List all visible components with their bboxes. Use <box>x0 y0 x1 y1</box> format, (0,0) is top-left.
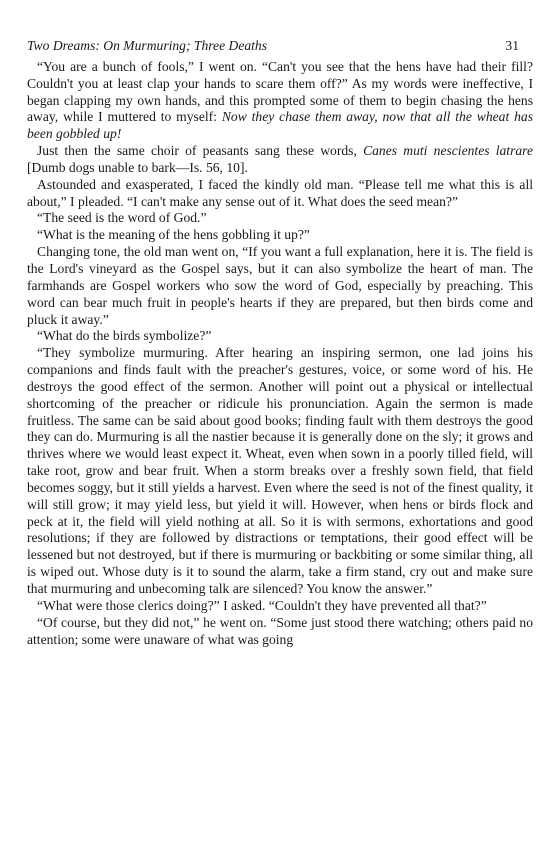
text-run: “You are a bunch of fools,” I went on. “Can't you see that the hens have had their fill? Couldn't you at least clap your hands to scare them off?” As my words were ineffective, I began clapping my own hands, and this prompted some of them to begin chasing the hens away, while I muttered to myself: <box>27 58 533 125</box>
paragraph <box>27 598 533 615</box>
paragraph <box>27 227 533 244</box>
paragraph <box>27 143 533 177</box>
paragraph <box>27 328 533 345</box>
text-run: Changing tone, the old man went on, “If you want a full explanation, here it is. The field is the Lord's vineyard as the Gospel says, but it can also symbolize the heart of man. The farmhands are Gospel workers who sow the word of God, especially by preaching. This word can bear much fruit in people's hearts if they are prepared, but then birds come and pluck it away.” <box>27 244 533 327</box>
body-text <box>27 59 533 649</box>
paragraph <box>27 59 533 143</box>
page-number: 31 <box>505 38 519 53</box>
paragraph <box>27 210 533 227</box>
paragraph <box>27 615 533 649</box>
italic-text: Now they chase them away, now that all the wheat has been gobbled up! <box>27 109 533 142</box>
paragraph <box>27 177 533 211</box>
text-run: “What do the birds symbolize?” <box>37 328 212 344</box>
italic-text: Canes muti nescientes latrare <box>363 143 533 159</box>
text-run: Astounded and exasperated, I faced the kindly old man. “Please tell me what this is all about,” I pleaded. “I can't make any sense out of it. What does the seed mean?” <box>27 176 533 209</box>
text-run: [Dumb dogs unable to bark—Is. 56, 10]. <box>27 159 248 175</box>
paragraph <box>27 345 533 598</box>
text-run: “What were those clerics doing?” I asked. “Couldn't they have prevented all that?” <box>37 597 487 613</box>
text-run: Just then the same choir of peasants sang these words, <box>37 143 364 159</box>
running-header <box>27 38 533 55</box>
running-title: Two Dreams: On Murmuring; Three Deaths <box>27 38 268 53</box>
book-page <box>27 38 533 648</box>
text-run: “What is the meaning of the hens gobbling it up?” <box>37 227 310 243</box>
text-run: “They symbolize murmuring. After hearing an inspiring sermon, one lad joins his companions and finds fault with the preacher's gestures, voice, or some word of his. He destroys the good effect of the sermon. Another will point out a physical or intellectual shortcoming of the preacher or ridicule his pronunciation. Again the sermon is made fruitless. The same can be said about good books; finding fault with them destroys the good they can do. Murmuring is all the nastier because it is generally done on the sly; it grows and thrives where we would least expect it. Wheat, even when sown in a poorly tilled field, will take root, grow and bear fruit. When a storm breaks over a freshly sown field, that field becomes soggy, but it still yields a harvest. Even where the seed is not of the finest quality, it will still grow; it may yield less, but yield it will. However, when hens or birds flock and peck at it, the field will yield nothing at all. So it is with sermons, exhortations and good resolutions; if they are followed by distractions or temptations, their good effect will be lessened but not destroyed, but if there is murmuring or backbiting or some similar thing, all is wiped out. Whose duty is it to sound the alarm, take a firm stand, cry out and make sure that murmuring and unbecoming talk are silenced? You know the answer.” <box>27 345 533 596</box>
text-run: “Of course, but they did not,” he went on. “Some just stood there watching; others paid no attention; some were unaware of what was going <box>27 614 533 647</box>
text-run: “The seed is the word of God.” <box>37 210 207 226</box>
paragraph <box>27 244 533 328</box>
